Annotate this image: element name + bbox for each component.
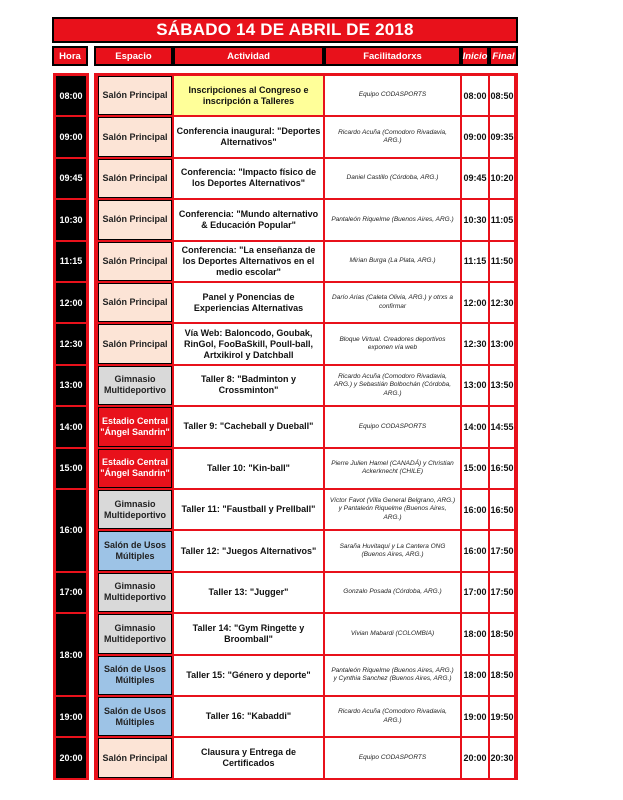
cell-espacio: Gimnasio Multideportivo (98, 614, 172, 653)
cell-actividad: Panel y Ponencias de Experiencias Alternativas (174, 283, 323, 322)
cell-facilitadores: Pantaleón Riquelme (Buenos Aires, ARG.) y Cynthia Sanchez (Buenos Aires, ARG.) (325, 656, 460, 695)
cell-inicio: 16:00 (462, 531, 488, 570)
cell-final: 11:05 (490, 200, 514, 239)
cell-actividad: Taller 13: "Jugger" (174, 573, 323, 612)
header-final: Final (489, 46, 518, 66)
cell-espacio: Salón Principal (98, 738, 172, 777)
cell-facilitadores: Gonzalo Posada (Córdoba, ARG.) (325, 573, 460, 612)
cell-espacio: Estadio Central "Ángel Sandrin" (98, 449, 172, 488)
cell-facilitadores: Saraña Huvitaquí y La Cantera ONG (Buenos Aires, ARG.) (325, 531, 460, 570)
cell-inicio: 13:00 (462, 366, 488, 405)
cell-actividad: Conferencia: "La enseñanza de los Deportes Alternativos en el medio escolar" (174, 242, 323, 281)
hour-cell: 19:00 (56, 697, 86, 736)
cell-actividad: Taller 10: "Kin-ball" (174, 449, 323, 488)
cell-final: 18:50 (490, 614, 514, 653)
cell-final: 16:50 (490, 449, 514, 488)
cell-actividad: Taller 11: "Faustball y Prellball" (174, 490, 323, 529)
cell-espacio: Salón Principal (98, 117, 172, 156)
cell-inicio: 09:00 (462, 117, 488, 156)
cell-facilitadores: Pierre Julien Hamel (CANADÁ) y Christian Ackerknecht (CHILE) (325, 449, 460, 488)
cell-actividad: Taller 9: "Cacheball y Dueball" (174, 407, 323, 446)
cell-actividad: Taller 12: "Juegos Alternativos" (174, 531, 323, 570)
cell-inicio: 18:00 (462, 614, 488, 653)
hour-cell: 09:00 (56, 117, 86, 156)
header-espacio: Espacio (94, 46, 173, 66)
cell-espacio: Estadio Central "Ángel Sandrin" (98, 407, 172, 446)
cell-espacio: Salón Principal (98, 283, 172, 322)
cell-facilitadores: Vivian Mabardi (COLOMBIA) (325, 614, 460, 653)
cell-final: 09:35 (490, 117, 514, 156)
header-hora: Hora (52, 46, 88, 66)
page-title: SÁBADO 14 DE ABRIL DE 2018 (52, 17, 518, 43)
header-actividad: Actividad (173, 46, 324, 66)
cell-espacio: Salón Principal (98, 159, 172, 198)
cell-inicio: 08:00 (462, 76, 488, 115)
cell-final: 20:30 (490, 738, 514, 777)
cell-actividad: Taller 16: "Kabaddi" (174, 697, 323, 736)
cell-inicio: 11:15 (462, 242, 488, 281)
cell-espacio: Salón de Usos Múltiples (98, 531, 172, 570)
cell-final: 12:30 (490, 283, 514, 322)
cell-final: 19:50 (490, 697, 514, 736)
hour-cell: 20:00 (56, 738, 86, 777)
cell-final: 13:00 (490, 324, 514, 363)
hour-cell: 14:00 (56, 407, 86, 446)
cell-actividad: Conferencia: "Impacto físico de los Deportes Alternativos" (174, 159, 323, 198)
cell-espacio: Gimnasio Multideportivo (98, 573, 172, 612)
hour-cell: 08:00 (56, 76, 86, 115)
cell-final: 18:50 (490, 656, 514, 695)
cell-final: 17:50 (490, 531, 514, 570)
cell-actividad: Taller 14: "Gym Ringette y Broomball" (174, 614, 323, 653)
cell-facilitadores: Ricardo Acuña (Comodoro Rivadavia, ARG.) (325, 117, 460, 156)
cell-espacio: Salón Principal (98, 76, 172, 115)
hour-cell: 16:00 (56, 490, 86, 571)
cell-inicio: 10:30 (462, 200, 488, 239)
cell-espacio: Gimnasio Multideportivo (98, 490, 172, 529)
hour-cell: 15:00 (56, 449, 86, 488)
cell-final: 08:50 (490, 76, 514, 115)
cell-inicio: 18:00 (462, 656, 488, 695)
cell-actividad: Conferencia: "Mundo alternativo & Educación Popular" (174, 200, 323, 239)
cell-facilitadores: Mirian Burga (La Plata, ARG.) (325, 242, 460, 281)
cell-final: 17:50 (490, 573, 514, 612)
cell-inicio: 09:45 (462, 159, 488, 198)
header-facilitadores: Facilitadorxs (324, 46, 461, 66)
cell-final: 13:50 (490, 366, 514, 405)
cell-facilitadores: Darío Arias (Caleta Olivia, ARG.) y otrxs a confirmar (325, 283, 460, 322)
cell-inicio: 12:30 (462, 324, 488, 363)
hour-cell: 13:00 (56, 366, 86, 405)
cell-final: 16:50 (490, 490, 514, 529)
hour-cell: 17:00 (56, 573, 86, 612)
cell-inicio: 14:00 (462, 407, 488, 446)
cell-actividad: Taller 8: "Badminton y Crossminton" (174, 366, 323, 405)
cell-actividad: Taller 15: "Género y deporte" (174, 656, 323, 695)
cell-facilitadores: Equipo CODASPORTS (325, 407, 460, 446)
cell-actividad: Inscripciones al Congreso e inscripción a Talleres (174, 76, 323, 115)
hour-cell: 18:00 (56, 614, 86, 695)
cell-facilitadores: Bloque Virtual. Creadores deportivos exponen vía web (325, 324, 460, 363)
cell-espacio: Salón de Usos Múltiples (98, 697, 172, 736)
cell-facilitadores: Equipo CODASPORTS (325, 76, 460, 115)
hour-cell: 10:30 (56, 200, 86, 239)
cell-espacio: Salón de Usos Múltiples (98, 656, 172, 695)
cell-facilitadores: Ricardo Acuña (Comodoro Rivadavia, ARG.) y Sebastián Bolbochán (Córdoba, ARG.) (325, 366, 460, 405)
cell-facilitadores: Equipo CODASPORTS (325, 738, 460, 777)
cell-espacio: Salón Principal (98, 200, 172, 239)
cell-facilitadores: Víctor Favot (Villa General Belgrano, ARG.) y Pantaleón Riquelme (Buenos Aires, ARG.) (325, 490, 460, 529)
cell-inicio: 16:00 (462, 490, 488, 529)
hour-cell: 09:45 (56, 159, 86, 198)
cell-inicio: 17:00 (462, 573, 488, 612)
cell-final: 11:50 (490, 242, 514, 281)
cell-espacio: Gimnasio Multideportivo (98, 366, 172, 405)
cell-facilitadores: Pantaleón Riquelme (Buenos Aires, ARG.) (325, 200, 460, 239)
cell-facilitadores: Daniel Castillo (Córdoba, ARG.) (325, 159, 460, 198)
cell-final: 14:55 (490, 407, 514, 446)
hour-cell: 12:30 (56, 324, 86, 363)
hour-cell: 11:15 (56, 242, 86, 281)
cell-actividad: Vía Web: Baloncodo, Goubak, RinGol, FooBaSkill, Poull-ball, Artxikirol y Datchball (174, 324, 323, 363)
cell-inicio: 12:00 (462, 283, 488, 322)
cell-espacio: Salón Principal (98, 324, 172, 363)
cell-espacio: Salón Principal (98, 242, 172, 281)
cell-actividad: Clausura y Entrega de Certificados (174, 738, 323, 777)
cell-final: 10:20 (490, 159, 514, 198)
cell-inicio: 19:00 (462, 697, 488, 736)
cell-actividad: Conferencia inaugural: "Deportes Alternativos" (174, 117, 323, 156)
header-inicio: Inicio (461, 46, 489, 66)
cell-inicio: 20:00 (462, 738, 488, 777)
schedule-table (94, 73, 518, 780)
cell-facilitadores: Ricardo Acuña (Comodoro Rivadavia, ARG.) (325, 697, 460, 736)
hour-cell: 12:00 (56, 283, 86, 322)
cell-inicio: 15:00 (462, 449, 488, 488)
